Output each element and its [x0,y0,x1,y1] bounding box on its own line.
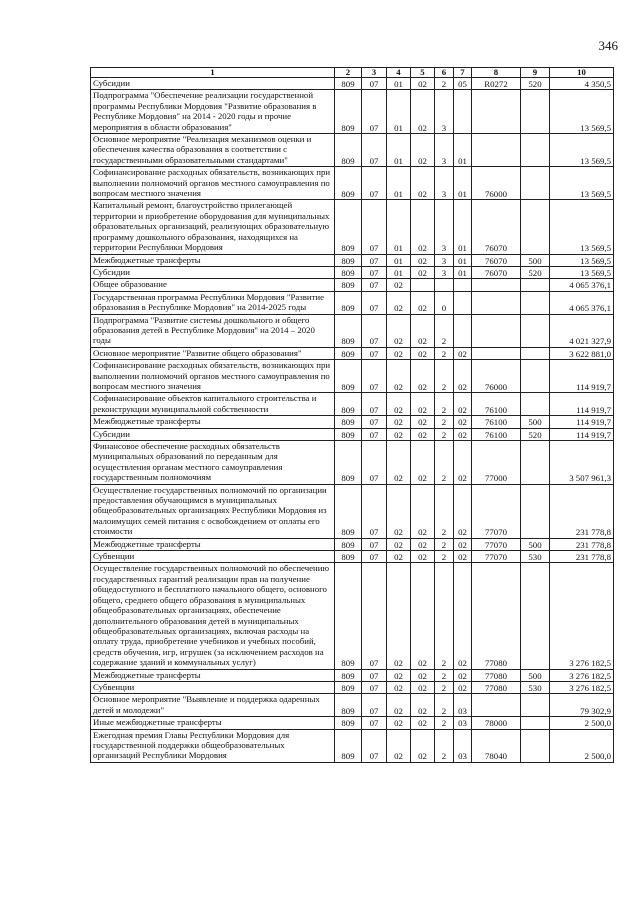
code-event: 03 [454,717,472,729]
item-name: Государственная программа Республики Мордовия "Развитие образования в Республике Мордовия" на 2014-2025 годы [91,291,335,314]
code-event: 01 [454,167,472,200]
table-row [91,717,614,729]
amount: 4 021 327,9 [550,314,614,347]
amount: 4 065 376,1 [550,291,614,314]
code-program: 02 [411,551,435,563]
table-row [91,200,614,254]
table-row [91,90,614,134]
item-name: Субсидии [91,78,335,90]
header-cell: 5 [411,68,435,78]
code-event: 01 [454,200,472,254]
code-subprogram: 2 [435,717,454,729]
code-subprogram: 3 [435,167,454,200]
code-event: 02 [454,428,472,440]
code-subsection: 02 [387,347,411,359]
code-section: 07 [362,694,387,717]
item-name: Межбюджетные трансферты [91,254,335,266]
code-direction: 76100 [472,416,521,428]
page-number: 346 [598,38,618,53]
code-ministry: 809 [335,484,362,538]
code-program: 02 [411,729,435,762]
amount: 13 569,5 [550,266,614,278]
code-subsection: 02 [387,279,411,291]
code-subprogram: 2 [435,681,454,693]
amount: 231 778,8 [550,551,614,563]
code-subsection: 02 [387,360,411,393]
code-ministry: 809 [335,78,362,90]
code-expense-type: 520 [521,78,550,90]
code-expense-type [521,291,550,314]
code-subsection: 01 [387,266,411,278]
code-ministry: 809 [335,729,362,762]
item-name: Софинансирование объектов капитального строительства и реконструкции муниципальной собственности [91,393,335,416]
amount: 114 919,7 [550,428,614,440]
item-name: Межбюджетные трансферты [91,538,335,550]
code-expense-type [521,279,550,291]
code-section: 07 [362,563,387,669]
amount: 114 919,7 [550,360,614,393]
code-event: 02 [454,416,472,428]
code-program: 02 [411,717,435,729]
amount: 13 569,5 [550,90,614,134]
header-cell: 2 [335,68,362,78]
code-direction [472,90,521,134]
code-program: 02 [411,393,435,416]
code-section: 07 [362,291,387,314]
code-expense-type: 530 [521,551,550,563]
code-event: 02 [454,538,472,550]
code-section: 07 [362,669,387,681]
code-section: 07 [362,78,387,90]
amount: 3 276 182,5 [550,681,614,693]
code-subsection: 02 [387,428,411,440]
code-program: 02 [411,484,435,538]
table-row [91,416,614,428]
code-expense-type [521,729,550,762]
header-cell: 10 [550,68,614,78]
table-row [91,78,614,90]
code-subsection: 02 [387,441,411,485]
code-expense-type [521,90,550,134]
code-ministry: 809 [335,254,362,266]
code-expense-type: 520 [521,428,550,440]
code-direction: 78040 [472,729,521,762]
code-expense-type: 500 [521,416,550,428]
code-subprogram: 3 [435,90,454,134]
code-expense-type [521,441,550,485]
code-section: 07 [362,134,387,167]
code-event: 02 [454,563,472,669]
code-section: 07 [362,90,387,134]
code-ministry: 809 [335,167,362,200]
code-subprogram: 2 [435,551,454,563]
code-ministry: 809 [335,694,362,717]
code-subprogram: 2 [435,729,454,762]
table-row [91,669,614,681]
amount: 114 919,7 [550,393,614,416]
code-program: 02 [411,669,435,681]
amount: 2 500,0 [550,729,614,762]
code-program: 02 [411,78,435,90]
code-subsection: 02 [387,729,411,762]
amount: 79 302,9 [550,694,614,717]
item-name: Подпрограмма "Обеспечение реализации государственной программы Республики Мордовия "Развитие образования в Республике Мордовия" на 2014 - 2020 годы и прочие мероприятия в области образования" [91,90,335,134]
code-expense-type: 520 [521,266,550,278]
code-section: 07 [362,428,387,440]
table-row [91,314,614,347]
code-subsection: 02 [387,393,411,416]
item-name: Финансовое обеспечение расходных обязательств муниципальных образований по переданным для осуществления органам местного самоуправления государственным полномочиям [91,441,335,485]
code-direction: 76070 [472,200,521,254]
code-direction [472,279,521,291]
code-program: 02 [411,563,435,669]
table-row [91,551,614,563]
item-name: Субвенции [91,551,335,563]
code-ministry: 809 [335,717,362,729]
code-expense-type: 530 [521,681,550,693]
code-ministry: 809 [335,416,362,428]
code-subprogram: 2 [435,314,454,347]
code-subsection: 02 [387,563,411,669]
code-ministry: 809 [335,669,362,681]
code-direction: 76100 [472,393,521,416]
code-section: 07 [362,314,387,347]
code-direction [472,291,521,314]
code-ministry: 809 [335,681,362,693]
table-row [91,279,614,291]
code-subsection: 02 [387,484,411,538]
code-subsection: 01 [387,78,411,90]
code-subsection: 01 [387,134,411,167]
amount: 231 778,8 [550,484,614,538]
code-event: 02 [454,360,472,393]
table-row [91,681,614,693]
code-expense-type [521,200,550,254]
amount: 13 569,5 [550,200,614,254]
code-section: 07 [362,441,387,485]
code-event: 01 [454,266,472,278]
code-subprogram: 3 [435,134,454,167]
code-expense-type [521,694,550,717]
code-subprogram: 3 [435,254,454,266]
code-section: 07 [362,266,387,278]
item-name: Общее образование [91,279,335,291]
code-ministry: 809 [335,563,362,669]
code-program: 02 [411,360,435,393]
code-section: 07 [362,347,387,359]
code-expense-type: 500 [521,669,550,681]
code-section: 07 [362,393,387,416]
code-direction: 77070 [472,538,521,550]
item-name: Осуществление государственных полномочий по обеспечению государственных гарантий реализации прав на получение общедоступного и бесплатного начального общего, основного общего, среднего общего образования в муниципальных общеобразовательных организациях, обеспечение дополнительного образования детей в муниципальных общеобразовательных организациях, включая расходы на оплату труда, приобретение учебников и учебных пособий, средств обучения, игр, игрушек (за исключением расходов на содержание зданий и коммунальных услуг) [91,563,335,669]
table-row [91,360,614,393]
header-cell: 6 [435,68,454,78]
code-ministry: 809 [335,347,362,359]
code-subsection: 02 [387,694,411,717]
code-program: 02 [411,347,435,359]
item-name: Иные межбюджетные трансферты [91,717,335,729]
amount: 3 276 182,5 [550,563,614,669]
code-subsection: 02 [387,669,411,681]
code-subsection: 01 [387,90,411,134]
code-program: 02 [411,167,435,200]
amount: 2 500,0 [550,717,614,729]
item-name: Субвенции [91,681,335,693]
code-subprogram: 2 [435,393,454,416]
code-expense-type [521,484,550,538]
code-section: 07 [362,254,387,266]
code-program: 02 [411,266,435,278]
amount: 114 919,7 [550,416,614,428]
item-name: Софинансирование расходных обязательств, возникающих при выполнении полномочий органов местного самоуправления по вопросам местного значения [91,167,335,200]
code-section: 07 [362,279,387,291]
table-row [91,729,614,762]
item-name: Основное мероприятие "Реализация механизмов оценки и обеспечения качества образования в соответствии с государственными образовательными стандартами" [91,134,335,167]
code-event: 03 [454,729,472,762]
code-direction [472,347,521,359]
code-event: 02 [454,441,472,485]
code-ministry: 809 [335,134,362,167]
code-subsection: 02 [387,538,411,550]
code-subprogram: 2 [435,78,454,90]
code-subprogram: 2 [435,441,454,485]
code-subprogram: 2 [435,428,454,440]
code-section: 07 [362,200,387,254]
code-direction: 77000 [472,441,521,485]
code-subprogram: 2 [435,347,454,359]
header-cell: 9 [521,68,550,78]
header-cell: 3 [362,68,387,78]
item-name: Межбюджетные трансферты [91,416,335,428]
item-name: Субсидии [91,266,335,278]
code-direction: 76070 [472,266,521,278]
item-name: Ежегодная премия Главы Республики Мордовия для государственной поддержки общеобразовательных организаций Республики Мордовия [91,729,335,762]
code-section: 07 [362,360,387,393]
code-section: 07 [362,416,387,428]
amount: 4 350,5 [550,78,614,90]
item-name: Субсидии [91,428,335,440]
code-direction: 77070 [472,484,521,538]
code-section: 07 [362,484,387,538]
code-expense-type [521,314,550,347]
code-event [454,279,472,291]
item-name: Осуществление государственных полномочий по организации предоставления обучающимся в муниципальных общеобразовательных организациях Республики Мордовия из малоимущих семей питания с освобождением от оплаты его стоимости [91,484,335,538]
code-event: 03 [454,694,472,717]
code-program: 02 [411,428,435,440]
code-event [454,314,472,347]
code-direction: R0272 [472,78,521,90]
code-ministry: 809 [335,551,362,563]
code-event: 02 [454,393,472,416]
code-program: 02 [411,694,435,717]
table-row [91,538,614,550]
code-subsection: 01 [387,167,411,200]
code-expense-type [521,167,550,200]
code-ministry: 809 [335,538,362,550]
code-subprogram: 2 [435,538,454,550]
header-cell: 1 [91,68,335,78]
code-ministry: 809 [335,279,362,291]
code-program: 02 [411,254,435,266]
code-event: 02 [454,669,472,681]
code-subsection: 02 [387,291,411,314]
code-ministry: 809 [335,314,362,347]
code-direction: 78000 [472,717,521,729]
code-ministry: 809 [335,266,362,278]
code-event: 05 [454,78,472,90]
amount: 13 569,5 [550,167,614,200]
code-program: 02 [411,681,435,693]
code-ministry: 809 [335,393,362,416]
table-row [91,167,614,200]
amount: 231 778,8 [550,538,614,550]
code-subprogram: 3 [435,200,454,254]
code-expense-type [521,360,550,393]
code-subsection: 01 [387,254,411,266]
item-name: Основное мероприятие "Выявление и поддержка одаренных детей и молодежи" [91,694,335,717]
code-subprogram: 2 [435,484,454,538]
table-row [91,441,614,485]
table-row [91,266,614,278]
table-row [91,291,614,314]
code-section: 07 [362,717,387,729]
item-name: Капитальный ремонт, благоустройство прилегающей территории и приобретение оборудования для муниципальных образовательных организаций, реализующих образовательную программу дошкольного образования, находящихся на территории Республики Мордовия [91,200,335,254]
code-subprogram: 2 [435,416,454,428]
code-program: 02 [411,314,435,347]
code-program: 02 [411,90,435,134]
code-program: 02 [411,134,435,167]
code-expense-type [521,393,550,416]
code-program: 02 [411,538,435,550]
item-name: Основное мероприятие "Развитие общего образования" [91,347,335,359]
table-row [91,347,614,359]
table-row [91,254,614,266]
code-subprogram: 2 [435,669,454,681]
code-section: 07 [362,167,387,200]
code-section: 07 [362,681,387,693]
code-ministry: 809 [335,441,362,485]
code-event: 01 [454,254,472,266]
item-name: Подпрограмма "Развитие системы дошкольного и общего образования детей в Республике Мордовия" на 2014 – 2020 годы [91,314,335,347]
code-ministry: 809 [335,90,362,134]
table-row [91,694,614,717]
code-event: 02 [454,484,472,538]
code-program: 02 [411,416,435,428]
code-ministry: 809 [335,200,362,254]
amount: 3 622 881,0 [550,347,614,359]
code-subprogram: 2 [435,563,454,669]
header-cell: 4 [387,68,411,78]
amount: 13 569,5 [550,134,614,167]
code-direction: 76000 [472,360,521,393]
code-direction: 76100 [472,428,521,440]
code-direction [472,694,521,717]
code-direction: 77080 [472,681,521,693]
code-ministry: 809 [335,428,362,440]
code-event [454,291,472,314]
code-subsection: 02 [387,551,411,563]
code-subsection: 02 [387,681,411,693]
code-direction [472,314,521,347]
code-direction: 77070 [472,551,521,563]
code-subprogram [435,279,454,291]
item-name: Межбюджетные трансферты [91,669,335,681]
code-expense-type: 500 [521,538,550,550]
code-ministry: 809 [335,360,362,393]
table-row [91,393,614,416]
code-expense-type [521,347,550,359]
item-name: Софинансирование расходных обязательств, возникающих при выполнении полномочий органов местного самоуправления по вопросам местного значения [91,360,335,393]
code-direction: 77080 [472,669,521,681]
amount: 3 276 182,5 [550,669,614,681]
code-section: 07 [362,538,387,550]
code-expense-type [521,717,550,729]
code-subprogram: 2 [435,694,454,717]
code-program: 02 [411,291,435,314]
amount: 13 569,5 [550,254,614,266]
code-subprogram: 2 [435,360,454,393]
code-subprogram: 0 [435,291,454,314]
header-row [91,68,614,78]
code-section: 07 [362,551,387,563]
code-direction [472,134,521,167]
amount: 4 065 376,1 [550,279,614,291]
amount: 3 507 961,3 [550,441,614,485]
code-ministry: 809 [335,291,362,314]
code-event: 01 [454,134,472,167]
code-program [411,279,435,291]
budget-table [90,67,614,763]
code-direction: 76000 [472,167,521,200]
code-event: 02 [454,681,472,693]
header-cell: 7 [454,68,472,78]
header-cell: 8 [472,68,521,78]
code-direction: 76070 [472,254,521,266]
table-row [91,563,614,669]
table-row [91,428,614,440]
code-event: 02 [454,347,472,359]
code-subsection: 01 [387,200,411,254]
code-direction: 77080 [472,563,521,669]
code-subsection: 02 [387,717,411,729]
code-subsection: 02 [387,416,411,428]
code-expense-type [521,563,550,669]
code-expense-type [521,134,550,167]
code-program: 02 [411,441,435,485]
code-event: 02 [454,551,472,563]
table-body [91,68,614,763]
table-row [91,484,614,538]
table-row [91,134,614,167]
code-expense-type: 500 [521,254,550,266]
code-subprogram: 3 [435,266,454,278]
code-program: 02 [411,200,435,254]
code-section: 07 [362,729,387,762]
code-event [454,90,472,134]
code-subsection: 02 [387,314,411,347]
